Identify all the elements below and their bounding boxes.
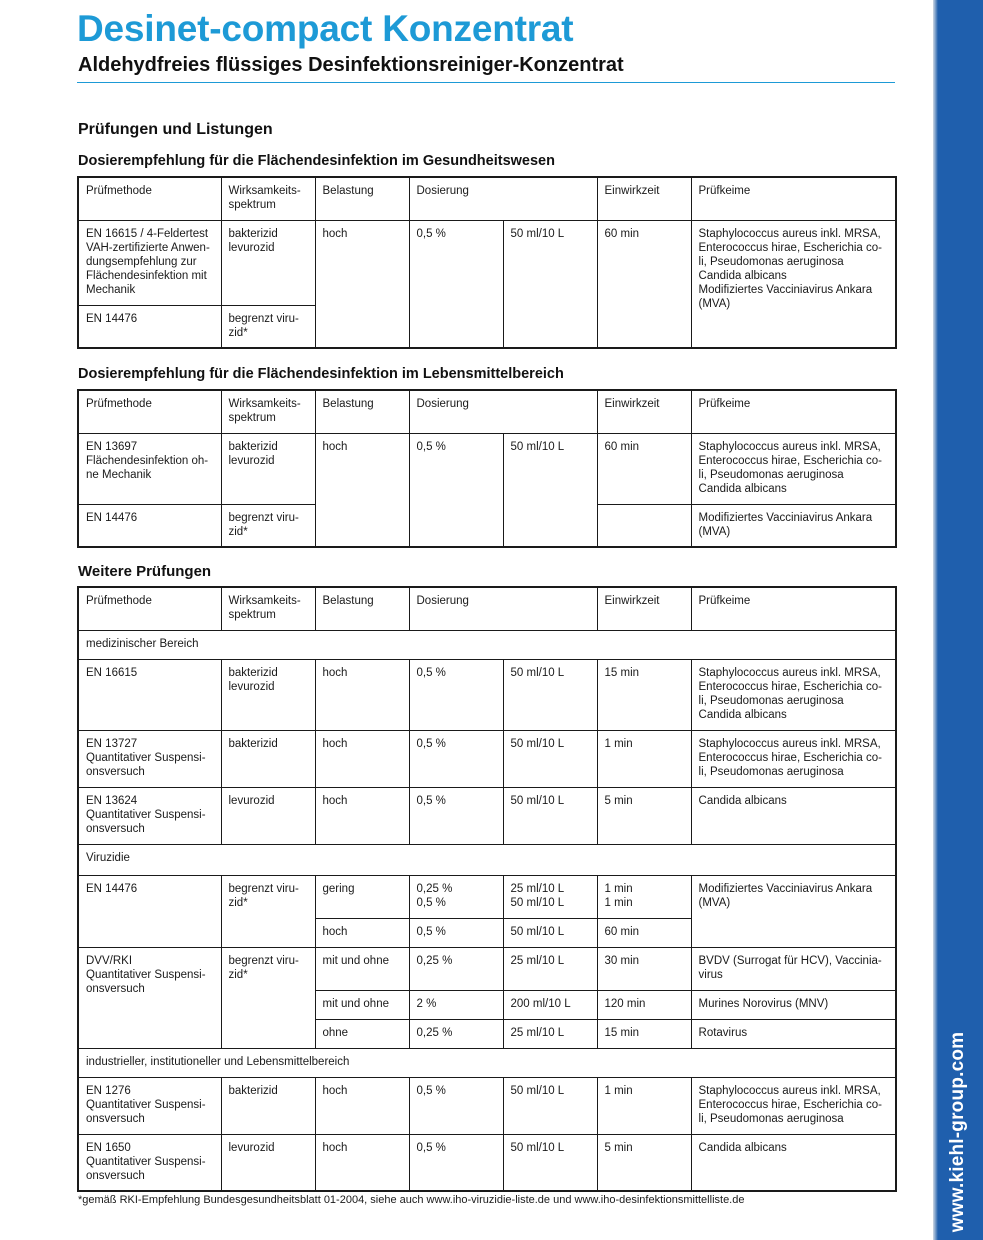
table-row <box>78 875 896 918</box>
cell-germs: Modifiziertes Vacciniavirus Ankara (MVA) <box>691 504 896 547</box>
cell-load: hoch <box>315 918 409 947</box>
table-healthcare <box>77 176 897 349</box>
col-method: Prüfmethode <box>78 177 221 220</box>
col-method: Prüfmethode <box>78 587 221 630</box>
group-row-industrial <box>78 1048 896 1077</box>
cell-germs: Staphylococcus aureus inkl. MRSA, Enterococcus hirae, Escherichia co- li, Pseudomonas aeruginosa <box>691 1077 896 1134</box>
table-row <box>78 220 896 305</box>
cell-spectrum: bakterizid <box>221 730 315 787</box>
title-divider <box>77 82 895 83</box>
col-germs: Prüfkeime <box>691 177 896 220</box>
cell-germs: Staphylococcus aureus inkl. MRSA, Enterococcus hirae, Escherichia co- li, Pseudomonas aeruginosa Candida albicans <box>691 433 896 504</box>
col-load: Belastung <box>315 390 409 433</box>
col-spectrum: Wirksamkeits- spektrum <box>221 390 315 433</box>
group-label: medizinischer Bereich <box>78 630 896 659</box>
cell-time: 60 min <box>597 918 691 947</box>
col-time: Einwirkzeit <box>597 177 691 220</box>
section-heading: Prüfungen und Listungen <box>78 121 273 138</box>
cell-method: EN 16615 / 4-Feldertest VAH-zertifizierte Anwen- dungsempfehlung zur Flächendesinfektion mit Mechanik <box>78 220 221 305</box>
table-row <box>78 787 896 844</box>
col-load: Belastung <box>315 177 409 220</box>
col-spectrum: Wirksamkeits- spektrum <box>221 177 315 220</box>
group-row-medical <box>78 630 896 659</box>
table2-heading: Dosierempfehlung für die Flächendesinfektion im Lebensmittelbereich <box>78 366 564 382</box>
table1-heading: Dosierempfehlung für die Flächendesinfektion im Gesundheitswesen <box>78 153 555 169</box>
cell-method: EN 13727 Quantitativer Suspensi- onsversuch <box>78 730 221 787</box>
footnote: *gemäß RKI-Empfehlung Bundesgesundheitsblatt 01-2004, siehe auch www.iho-viruzidie-liste.de und www.iho-desinfektionsmittelliste.de <box>78 1194 745 1206</box>
cell-load: mit und ohne <box>315 990 409 1019</box>
cell-dose-ml: 50 ml/10 L <box>503 787 597 844</box>
cell-time: 1 min <box>597 730 691 787</box>
cell-germs: Candida albicans <box>691 787 896 844</box>
cell-dose-pct: 0,5 % <box>409 433 503 547</box>
cell-time: 1 min 1 min <box>597 875 691 918</box>
col-dosage: Dosierung <box>409 177 597 220</box>
cell-load: hoch <box>315 787 409 844</box>
cell-method: EN 14476 <box>78 504 221 547</box>
cell-load: gering <box>315 875 409 918</box>
cell-load: hoch <box>315 730 409 787</box>
cell-germs: BVDV (Surrogat für HCV), Vaccinia- virus <box>691 947 896 990</box>
cell-spectrum: bakterizid levurozid <box>221 433 315 504</box>
cell-dose-ml: 200 ml/10 L <box>503 990 597 1019</box>
cell-time: 60 min <box>597 220 691 348</box>
col-time: Einwirkzeit <box>597 390 691 433</box>
cell-dose-pct: 0,5 % <box>409 220 503 348</box>
cell-dose-pct: 0,25 % <box>409 947 503 990</box>
cell-spectrum: begrenzt viru- zid* <box>221 504 315 547</box>
col-dosage: Dosierung <box>409 390 597 433</box>
table-row <box>78 1077 896 1134</box>
cell-method: EN 1276 Quantitativer Suspensi- onsversuch <box>78 1077 221 1134</box>
table-row <box>78 730 896 787</box>
table-row <box>78 433 896 504</box>
cell-time-empty <box>597 504 691 547</box>
cell-load: hoch <box>315 659 409 730</box>
cell-method: DVV/RKI Quantitativer Suspensi- onsversuch <box>78 947 221 1048</box>
col-load: Belastung <box>315 587 409 630</box>
table-header-row <box>78 177 896 220</box>
col-dosage: Dosierung <box>409 587 597 630</box>
cell-dose-pct: 0,5 % <box>409 659 503 730</box>
cell-dose-pct: 0,5 % <box>409 1077 503 1134</box>
cell-load: hoch <box>315 220 409 348</box>
cell-spectrum: bakterizid levurozid <box>221 220 315 305</box>
cell-load: hoch <box>315 1077 409 1134</box>
cell-spectrum: begrenzt viru- zid* <box>221 875 315 947</box>
cell-dose-ml: 50 ml/10 L <box>503 918 597 947</box>
cell-time: 120 min <box>597 990 691 1019</box>
cell-dose-pct: 0,5 % <box>409 730 503 787</box>
cell-spectrum: begrenzt viru- zid* <box>221 947 315 1048</box>
cell-time: 5 min <box>597 1134 691 1191</box>
table-row <box>78 1134 896 1191</box>
cell-method: EN 13624 Quantitativer Suspensi- onsversuch <box>78 787 221 844</box>
cell-time: 30 min <box>597 947 691 990</box>
col-time: Einwirkzeit <box>597 587 691 630</box>
cell-germs: Staphylococcus aureus inkl. MRSA, Enterococcus hirae, Escherichia co- li, Pseudomonas aeruginosa <box>691 730 896 787</box>
table-row <box>78 947 896 990</box>
cell-spectrum: begrenzt viru- zid* <box>221 305 315 348</box>
col-germs: Prüfkeime <box>691 390 896 433</box>
cell-dose-ml: 50 ml/10 L <box>503 1077 597 1134</box>
cell-load: hoch <box>315 1134 409 1191</box>
cell-spectrum: bakterizid <box>221 1077 315 1134</box>
table-header-row <box>78 587 896 630</box>
cell-dose-ml: 25 ml/10 L 50 ml/10 L <box>503 875 597 918</box>
cell-dose-pct: 0,25 % <box>409 1019 503 1048</box>
cell-germs: Candida albicans <box>691 1134 896 1191</box>
col-spectrum: Wirksamkeits- spektrum <box>221 587 315 630</box>
cell-time: 60 min <box>597 433 691 504</box>
cell-dose-ml: 50 ml/10 L <box>503 433 597 547</box>
cell-dose-ml: 50 ml/10 L <box>503 730 597 787</box>
cell-germs: Rotavirus <box>691 1019 896 1048</box>
cell-load: ohne <box>315 1019 409 1048</box>
table3-heading: Weitere Prüfungen <box>78 563 212 580</box>
cell-dose-pct: 0,5 % <box>409 787 503 844</box>
group-label: industrieller, institutioneller und Lebensmittelbereich <box>78 1048 896 1077</box>
cell-method: EN 14476 <box>78 875 221 947</box>
cell-germs: Staphylococcus aureus inkl. MRSA, Enterococcus hirae, Escherichia co- li, Pseudomonas aeruginosa Candida albicans <box>691 659 896 730</box>
cell-load: mit und ohne <box>315 947 409 990</box>
cell-spectrum: levurozid <box>221 787 315 844</box>
cell-time: 1 min <box>597 1077 691 1134</box>
cell-dose-pct: 0,5 % <box>409 918 503 947</box>
cell-dose-pct: 0,5 % <box>409 1134 503 1191</box>
table-food-sector <box>77 389 897 548</box>
cell-germs: Modifiziertes Vacciniavirus Ankara (MVA) <box>691 875 896 947</box>
cell-spectrum: levurozid <box>221 1134 315 1191</box>
group-row-virucidal <box>78 844 896 875</box>
group-label: Viruzidie <box>78 844 896 875</box>
cell-germs: Murines Norovirus (MNV) <box>691 990 896 1019</box>
col-germs: Prüfkeime <box>691 587 896 630</box>
product-subtitle: Aldehydfreies flüssiges Desinfektionsreiniger-Konzentrat <box>78 54 624 76</box>
table-row <box>78 659 896 730</box>
cell-method: EN 16615 <box>78 659 221 730</box>
cell-germs: Staphylococcus aureus inkl. MRSA, Enterococcus hirae, Escherichia co- li, Pseudomonas aeruginosa Candida albicans Modifiziertes Vacciniavirus Ankara (MVA) <box>691 220 896 348</box>
cell-dose-ml: 50 ml/10 L <box>503 1134 597 1191</box>
col-method: Prüfmethode <box>78 390 221 433</box>
cell-method: EN 13697 Flächendesinfektion oh- ne Mechanik <box>78 433 221 504</box>
cell-dose-ml: 25 ml/10 L <box>503 947 597 990</box>
sidebar-url[interactable]: www.kiehl-group.com <box>947 1031 968 1233</box>
cell-time: 15 min <box>597 1019 691 1048</box>
cell-method: EN 14476 <box>78 305 221 348</box>
cell-dose-ml: 50 ml/10 L <box>503 220 597 348</box>
product-title: Desinet-compact Konzentrat <box>77 8 574 49</box>
cell-spectrum: bakterizid levurozid <box>221 659 315 730</box>
cell-dose-ml: 50 ml/10 L <box>503 659 597 730</box>
cell-load: hoch <box>315 433 409 547</box>
cell-method: EN 1650 Quantitativer Suspensi- onsversuch <box>78 1134 221 1191</box>
cell-dose-ml: 25 ml/10 L <box>503 1019 597 1048</box>
table-header-row <box>78 390 896 433</box>
cell-time: 5 min <box>597 787 691 844</box>
cell-dose-pct: 0,25 % 0,5 % <box>409 875 503 918</box>
cell-time: 15 min <box>597 659 691 730</box>
cell-dose-pct: 2 % <box>409 990 503 1019</box>
table-further-tests <box>77 586 897 1192</box>
